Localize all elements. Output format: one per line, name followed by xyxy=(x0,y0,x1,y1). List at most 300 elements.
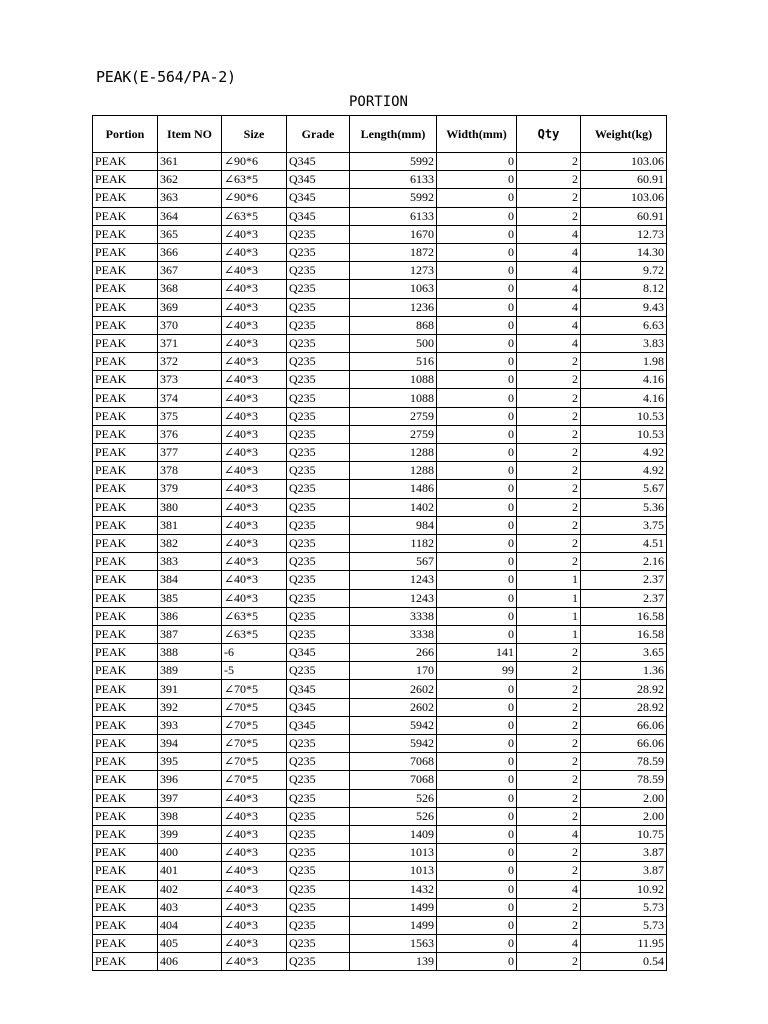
grade-cell: Q235 xyxy=(287,807,350,825)
size-cell: -5 xyxy=(222,662,287,680)
width-cell: 0 xyxy=(437,625,517,643)
qty-cell: 2 xyxy=(517,916,581,934)
grade-cell: Q235 xyxy=(287,607,350,625)
weight-cell: 10.92 xyxy=(581,880,667,898)
item-no-cell: 381 xyxy=(158,516,222,534)
qty-cell: 2 xyxy=(517,353,581,371)
portion-cell: PEAK xyxy=(93,425,158,443)
item-no-cell: 392 xyxy=(158,698,222,716)
portion-cell: PEAK xyxy=(93,316,158,334)
weight-cell: 1.98 xyxy=(581,353,667,371)
length-cell: 1499 xyxy=(350,898,437,916)
weight-cell: 28.92 xyxy=(581,680,667,698)
weight-cell: 5.36 xyxy=(581,498,667,516)
grade-cell: Q235 xyxy=(287,280,350,298)
portion-cell: PEAK xyxy=(93,407,158,425)
table-row xyxy=(93,916,667,934)
qty-cell: 2 xyxy=(517,898,581,916)
length-cell: 170 xyxy=(350,662,437,680)
portion-cell: PEAK xyxy=(93,589,158,607)
grade-cell: Q235 xyxy=(287,243,350,261)
table-row xyxy=(93,534,667,552)
qty-cell: 2 xyxy=(517,807,581,825)
qty-cell: 1 xyxy=(517,607,581,625)
length-cell: 1273 xyxy=(350,262,437,280)
grade-cell: Q345 xyxy=(287,207,350,225)
grade-cell: Q235 xyxy=(287,953,350,971)
table-row xyxy=(93,407,667,425)
size-cell: ∠40*3 xyxy=(222,807,287,825)
parts-table xyxy=(92,115,667,971)
item-no-cell: 393 xyxy=(158,716,222,734)
qty-cell: 2 xyxy=(517,771,581,789)
portion-cell: PEAK xyxy=(93,516,158,534)
width-cell: 0 xyxy=(437,807,517,825)
weight-cell: 4.51 xyxy=(581,534,667,552)
table-row xyxy=(93,935,667,953)
item-no-cell: 396 xyxy=(158,771,222,789)
grade-cell: Q235 xyxy=(287,371,350,389)
portion-cell: PEAK xyxy=(93,625,158,643)
size-cell: ∠40*3 xyxy=(222,334,287,352)
grade-cell: Q235 xyxy=(287,862,350,880)
qty-cell: 4 xyxy=(517,316,581,334)
header-length: Length(mm) xyxy=(350,116,437,153)
length-cell: 1402 xyxy=(350,498,437,516)
table-row xyxy=(93,334,667,352)
portion-cell: PEAK xyxy=(93,807,158,825)
weight-cell: 66.06 xyxy=(581,716,667,734)
portion-cell: PEAK xyxy=(93,444,158,462)
table-row xyxy=(93,262,667,280)
portion-cell: PEAK xyxy=(93,953,158,971)
grade-cell: Q235 xyxy=(287,735,350,753)
length-cell: 1409 xyxy=(350,825,437,843)
width-cell: 0 xyxy=(437,589,517,607)
header-grade: Grade xyxy=(287,116,350,153)
table-row xyxy=(93,716,667,734)
item-no-cell: 388 xyxy=(158,644,222,662)
item-no-cell: 382 xyxy=(158,534,222,552)
item-no-cell: 369 xyxy=(158,298,222,316)
item-no-cell: 376 xyxy=(158,425,222,443)
item-no-cell: 367 xyxy=(158,262,222,280)
grade-cell: Q345 xyxy=(287,153,350,171)
table-row xyxy=(93,371,667,389)
table-row xyxy=(93,789,667,807)
grade-cell: Q235 xyxy=(287,480,350,498)
width-cell: 99 xyxy=(437,662,517,680)
width-cell: 0 xyxy=(437,753,517,771)
length-cell: 266 xyxy=(350,644,437,662)
qty-cell: 2 xyxy=(517,716,581,734)
length-cell: 1288 xyxy=(350,444,437,462)
qty-cell: 4 xyxy=(517,334,581,352)
grade-cell: Q235 xyxy=(287,625,350,643)
table-row xyxy=(93,225,667,243)
header-size: Size xyxy=(222,116,287,153)
header-item-no: Item NO xyxy=(158,116,222,153)
width-cell: 0 xyxy=(437,425,517,443)
weight-cell: 103.06 xyxy=(581,153,667,171)
width-cell: 0 xyxy=(437,153,517,171)
portion-cell: PEAK xyxy=(93,480,158,498)
item-no-cell: 362 xyxy=(158,171,222,189)
size-cell: ∠40*3 xyxy=(222,480,287,498)
grade-cell: Q235 xyxy=(287,898,350,916)
item-no-cell: 399 xyxy=(158,825,222,843)
width-cell: 0 xyxy=(437,898,517,916)
length-cell: 3338 xyxy=(350,625,437,643)
length-cell: 1499 xyxy=(350,916,437,934)
table-row xyxy=(93,243,667,261)
qty-cell: 4 xyxy=(517,935,581,953)
table-row xyxy=(93,553,667,571)
item-no-cell: 374 xyxy=(158,389,222,407)
document-title: PEAK(E-564/PA-2) xyxy=(96,68,236,86)
portion-cell: PEAK xyxy=(93,171,158,189)
item-no-cell: 383 xyxy=(158,553,222,571)
length-cell: 5942 xyxy=(350,735,437,753)
width-cell: 0 xyxy=(437,880,517,898)
grade-cell: Q235 xyxy=(287,534,350,552)
weight-cell: 3.83 xyxy=(581,334,667,352)
portion-cell: PEAK xyxy=(93,771,158,789)
qty-cell: 2 xyxy=(517,444,581,462)
item-no-cell: 370 xyxy=(158,316,222,334)
item-no-cell: 371 xyxy=(158,334,222,352)
weight-cell: 3.65 xyxy=(581,644,667,662)
item-no-cell: 364 xyxy=(158,207,222,225)
qty-cell: 2 xyxy=(517,680,581,698)
width-cell: 0 xyxy=(437,607,517,625)
table-row xyxy=(93,844,667,862)
qty-cell: 2 xyxy=(517,753,581,771)
section-title: PORTION xyxy=(348,94,408,110)
table-row xyxy=(93,625,667,643)
width-cell: 0 xyxy=(437,171,517,189)
grade-cell: Q235 xyxy=(287,225,350,243)
size-cell: ∠40*3 xyxy=(222,262,287,280)
item-no-cell: 389 xyxy=(158,662,222,680)
portion-cell: PEAK xyxy=(93,189,158,207)
qty-cell: 4 xyxy=(517,262,581,280)
length-cell: 1013 xyxy=(350,844,437,862)
item-no-cell: 373 xyxy=(158,371,222,389)
length-cell: 2759 xyxy=(350,425,437,443)
weight-cell: 4.92 xyxy=(581,444,667,462)
size-cell: ∠40*3 xyxy=(222,280,287,298)
width-cell: 0 xyxy=(437,571,517,589)
qty-cell: 4 xyxy=(517,280,581,298)
size-cell: ∠40*3 xyxy=(222,571,287,589)
portion-cell: PEAK xyxy=(93,862,158,880)
weight-cell: 28.92 xyxy=(581,698,667,716)
qty-cell: 1 xyxy=(517,589,581,607)
size-cell: ∠63*5 xyxy=(222,607,287,625)
size-cell: ∠40*3 xyxy=(222,553,287,571)
width-cell: 0 xyxy=(437,334,517,352)
qty-cell: 2 xyxy=(517,644,581,662)
width-cell: 0 xyxy=(437,407,517,425)
width-cell: 0 xyxy=(437,789,517,807)
length-cell: 526 xyxy=(350,807,437,825)
table-row xyxy=(93,807,667,825)
length-cell: 7068 xyxy=(350,771,437,789)
qty-cell: 4 xyxy=(517,243,581,261)
portion-cell: PEAK xyxy=(93,153,158,171)
table-row xyxy=(93,680,667,698)
table-row xyxy=(93,280,667,298)
width-cell: 0 xyxy=(437,680,517,698)
weight-cell: 0.54 xyxy=(581,953,667,971)
qty-cell: 2 xyxy=(517,371,581,389)
table-row xyxy=(93,735,667,753)
weight-cell: 60.91 xyxy=(581,207,667,225)
item-no-cell: 394 xyxy=(158,735,222,753)
qty-cell: 4 xyxy=(517,298,581,316)
table-row xyxy=(93,498,667,516)
width-cell: 0 xyxy=(437,316,517,334)
portion-cell: PEAK xyxy=(93,844,158,862)
grade-cell: Q235 xyxy=(287,425,350,443)
portion-cell: PEAK xyxy=(93,753,158,771)
table-row xyxy=(93,880,667,898)
portion-cell: PEAK xyxy=(93,607,158,625)
item-no-cell: 365 xyxy=(158,225,222,243)
qty-cell: 2 xyxy=(517,534,581,552)
length-cell: 1872 xyxy=(350,243,437,261)
grade-cell: Q235 xyxy=(287,880,350,898)
table-row xyxy=(93,644,667,662)
table-row xyxy=(93,444,667,462)
weight-cell: 9.72 xyxy=(581,262,667,280)
weight-cell: 5.73 xyxy=(581,916,667,934)
weight-cell: 2.37 xyxy=(581,589,667,607)
header-qty: Qty xyxy=(517,116,581,153)
length-cell: 139 xyxy=(350,953,437,971)
width-cell: 0 xyxy=(437,716,517,734)
item-no-cell: 366 xyxy=(158,243,222,261)
qty-cell: 4 xyxy=(517,825,581,843)
table-row xyxy=(93,771,667,789)
item-no-cell: 404 xyxy=(158,916,222,934)
grade-cell: Q235 xyxy=(287,334,350,352)
grade-cell: Q345 xyxy=(287,171,350,189)
item-no-cell: 375 xyxy=(158,407,222,425)
table-body xyxy=(93,153,667,971)
weight-cell: 2.00 xyxy=(581,807,667,825)
weight-cell: 2.16 xyxy=(581,553,667,571)
weight-cell: 3.75 xyxy=(581,516,667,534)
size-cell: ∠40*3 xyxy=(222,462,287,480)
item-no-cell: 386 xyxy=(158,607,222,625)
length-cell: 2759 xyxy=(350,407,437,425)
table-row xyxy=(93,825,667,843)
qty-cell: 4 xyxy=(517,880,581,898)
size-cell: -6 xyxy=(222,644,287,662)
item-no-cell: 400 xyxy=(158,844,222,862)
width-cell: 0 xyxy=(437,207,517,225)
item-no-cell: 401 xyxy=(158,862,222,880)
table-row xyxy=(93,462,667,480)
size-cell: ∠40*3 xyxy=(222,589,287,607)
grade-cell: Q235 xyxy=(287,571,350,589)
table-row xyxy=(93,571,667,589)
qty-cell: 2 xyxy=(517,862,581,880)
size-cell: ∠40*3 xyxy=(222,862,287,880)
weight-cell: 16.58 xyxy=(581,607,667,625)
table-row xyxy=(93,171,667,189)
width-cell: 0 xyxy=(437,280,517,298)
length-cell: 1288 xyxy=(350,462,437,480)
portion-cell: PEAK xyxy=(93,716,158,734)
grade-cell: Q235 xyxy=(287,262,350,280)
table-row xyxy=(93,953,667,971)
size-cell: ∠40*3 xyxy=(222,225,287,243)
size-cell: ∠40*3 xyxy=(222,789,287,807)
width-cell: 0 xyxy=(437,698,517,716)
size-cell: ∠70*5 xyxy=(222,698,287,716)
table-row xyxy=(93,516,667,534)
qty-cell: 2 xyxy=(517,662,581,680)
width-cell: 0 xyxy=(437,353,517,371)
table-row xyxy=(93,389,667,407)
table-row xyxy=(93,316,667,334)
weight-cell: 4.16 xyxy=(581,371,667,389)
size-cell: ∠40*3 xyxy=(222,389,287,407)
grade-cell: Q345 xyxy=(287,716,350,734)
width-cell: 0 xyxy=(437,935,517,953)
length-cell: 516 xyxy=(350,353,437,371)
weight-cell: 9.43 xyxy=(581,298,667,316)
weight-cell: 16.58 xyxy=(581,625,667,643)
grade-cell: Q345 xyxy=(287,644,350,662)
size-cell: ∠40*3 xyxy=(222,298,287,316)
grade-cell: Q235 xyxy=(287,553,350,571)
portion-cell: PEAK xyxy=(93,225,158,243)
item-no-cell: 397 xyxy=(158,789,222,807)
width-cell: 0 xyxy=(437,480,517,498)
grade-cell: Q235 xyxy=(287,662,350,680)
weight-cell: 5.73 xyxy=(581,898,667,916)
item-no-cell: 378 xyxy=(158,462,222,480)
portion-cell: PEAK xyxy=(93,825,158,843)
size-cell: ∠63*5 xyxy=(222,625,287,643)
item-no-cell: 380 xyxy=(158,498,222,516)
size-cell: ∠40*3 xyxy=(222,316,287,334)
length-cell: 6133 xyxy=(350,171,437,189)
length-cell: 1243 xyxy=(350,589,437,607)
length-cell: 1063 xyxy=(350,280,437,298)
size-cell: ∠40*3 xyxy=(222,407,287,425)
qty-cell: 4 xyxy=(517,225,581,243)
length-cell: 5942 xyxy=(350,716,437,734)
width-cell: 0 xyxy=(437,262,517,280)
table-row xyxy=(93,480,667,498)
weight-cell: 103.06 xyxy=(581,189,667,207)
weight-cell: 3.87 xyxy=(581,862,667,880)
item-no-cell: 384 xyxy=(158,571,222,589)
size-cell: ∠40*3 xyxy=(222,425,287,443)
table-row xyxy=(93,607,667,625)
weight-cell: 10.53 xyxy=(581,407,667,425)
width-cell: 0 xyxy=(437,534,517,552)
size-cell: ∠40*3 xyxy=(222,516,287,534)
weight-cell: 4.92 xyxy=(581,462,667,480)
grade-cell: Q345 xyxy=(287,189,350,207)
item-no-cell: 372 xyxy=(158,353,222,371)
weight-cell: 11.95 xyxy=(581,935,667,953)
qty-cell: 2 xyxy=(517,425,581,443)
size-cell: ∠40*3 xyxy=(222,916,287,934)
qty-cell: 2 xyxy=(517,407,581,425)
weight-cell: 2.00 xyxy=(581,789,667,807)
length-cell: 1088 xyxy=(350,389,437,407)
size-cell: ∠40*3 xyxy=(222,498,287,516)
width-cell: 0 xyxy=(437,862,517,880)
grade-cell: Q345 xyxy=(287,698,350,716)
weight-cell: 8.12 xyxy=(581,280,667,298)
item-no-cell: 406 xyxy=(158,953,222,971)
grade-cell: Q235 xyxy=(287,516,350,534)
grade-cell: Q235 xyxy=(287,771,350,789)
portion-cell: PEAK xyxy=(93,680,158,698)
table-row xyxy=(93,425,667,443)
size-cell: ∠63*5 xyxy=(222,171,287,189)
item-no-cell: 402 xyxy=(158,880,222,898)
size-cell: ∠70*5 xyxy=(222,680,287,698)
table-row xyxy=(93,153,667,171)
portion-cell: PEAK xyxy=(93,462,158,480)
item-no-cell: 385 xyxy=(158,589,222,607)
weight-cell: 4.16 xyxy=(581,389,667,407)
qty-cell: 2 xyxy=(517,189,581,207)
width-cell: 0 xyxy=(437,498,517,516)
length-cell: 567 xyxy=(350,553,437,571)
weight-cell: 78.59 xyxy=(581,753,667,771)
size-cell: ∠40*3 xyxy=(222,534,287,552)
length-cell: 6133 xyxy=(350,207,437,225)
qty-cell: 2 xyxy=(517,389,581,407)
grade-cell: Q235 xyxy=(287,316,350,334)
length-cell: 5992 xyxy=(350,189,437,207)
table-row xyxy=(93,662,667,680)
size-cell: ∠40*3 xyxy=(222,898,287,916)
grade-cell: Q235 xyxy=(287,407,350,425)
item-no-cell: 405 xyxy=(158,935,222,953)
qty-cell: 2 xyxy=(517,735,581,753)
qty-cell: 2 xyxy=(517,844,581,862)
portion-cell: PEAK xyxy=(93,789,158,807)
item-no-cell: 398 xyxy=(158,807,222,825)
portion-cell: PEAK xyxy=(93,644,158,662)
portion-cell: PEAK xyxy=(93,207,158,225)
portion-cell: PEAK xyxy=(93,662,158,680)
grade-cell: Q235 xyxy=(287,389,350,407)
portion-cell: PEAK xyxy=(93,698,158,716)
qty-cell: 2 xyxy=(517,516,581,534)
width-cell: 0 xyxy=(437,553,517,571)
weight-cell: 78.59 xyxy=(581,771,667,789)
size-cell: ∠40*3 xyxy=(222,243,287,261)
portion-cell: PEAK xyxy=(93,243,158,261)
grade-cell: Q235 xyxy=(287,789,350,807)
length-cell: 1236 xyxy=(350,298,437,316)
size-cell: ∠70*5 xyxy=(222,716,287,734)
table-row xyxy=(93,698,667,716)
portion-cell: PEAK xyxy=(93,553,158,571)
